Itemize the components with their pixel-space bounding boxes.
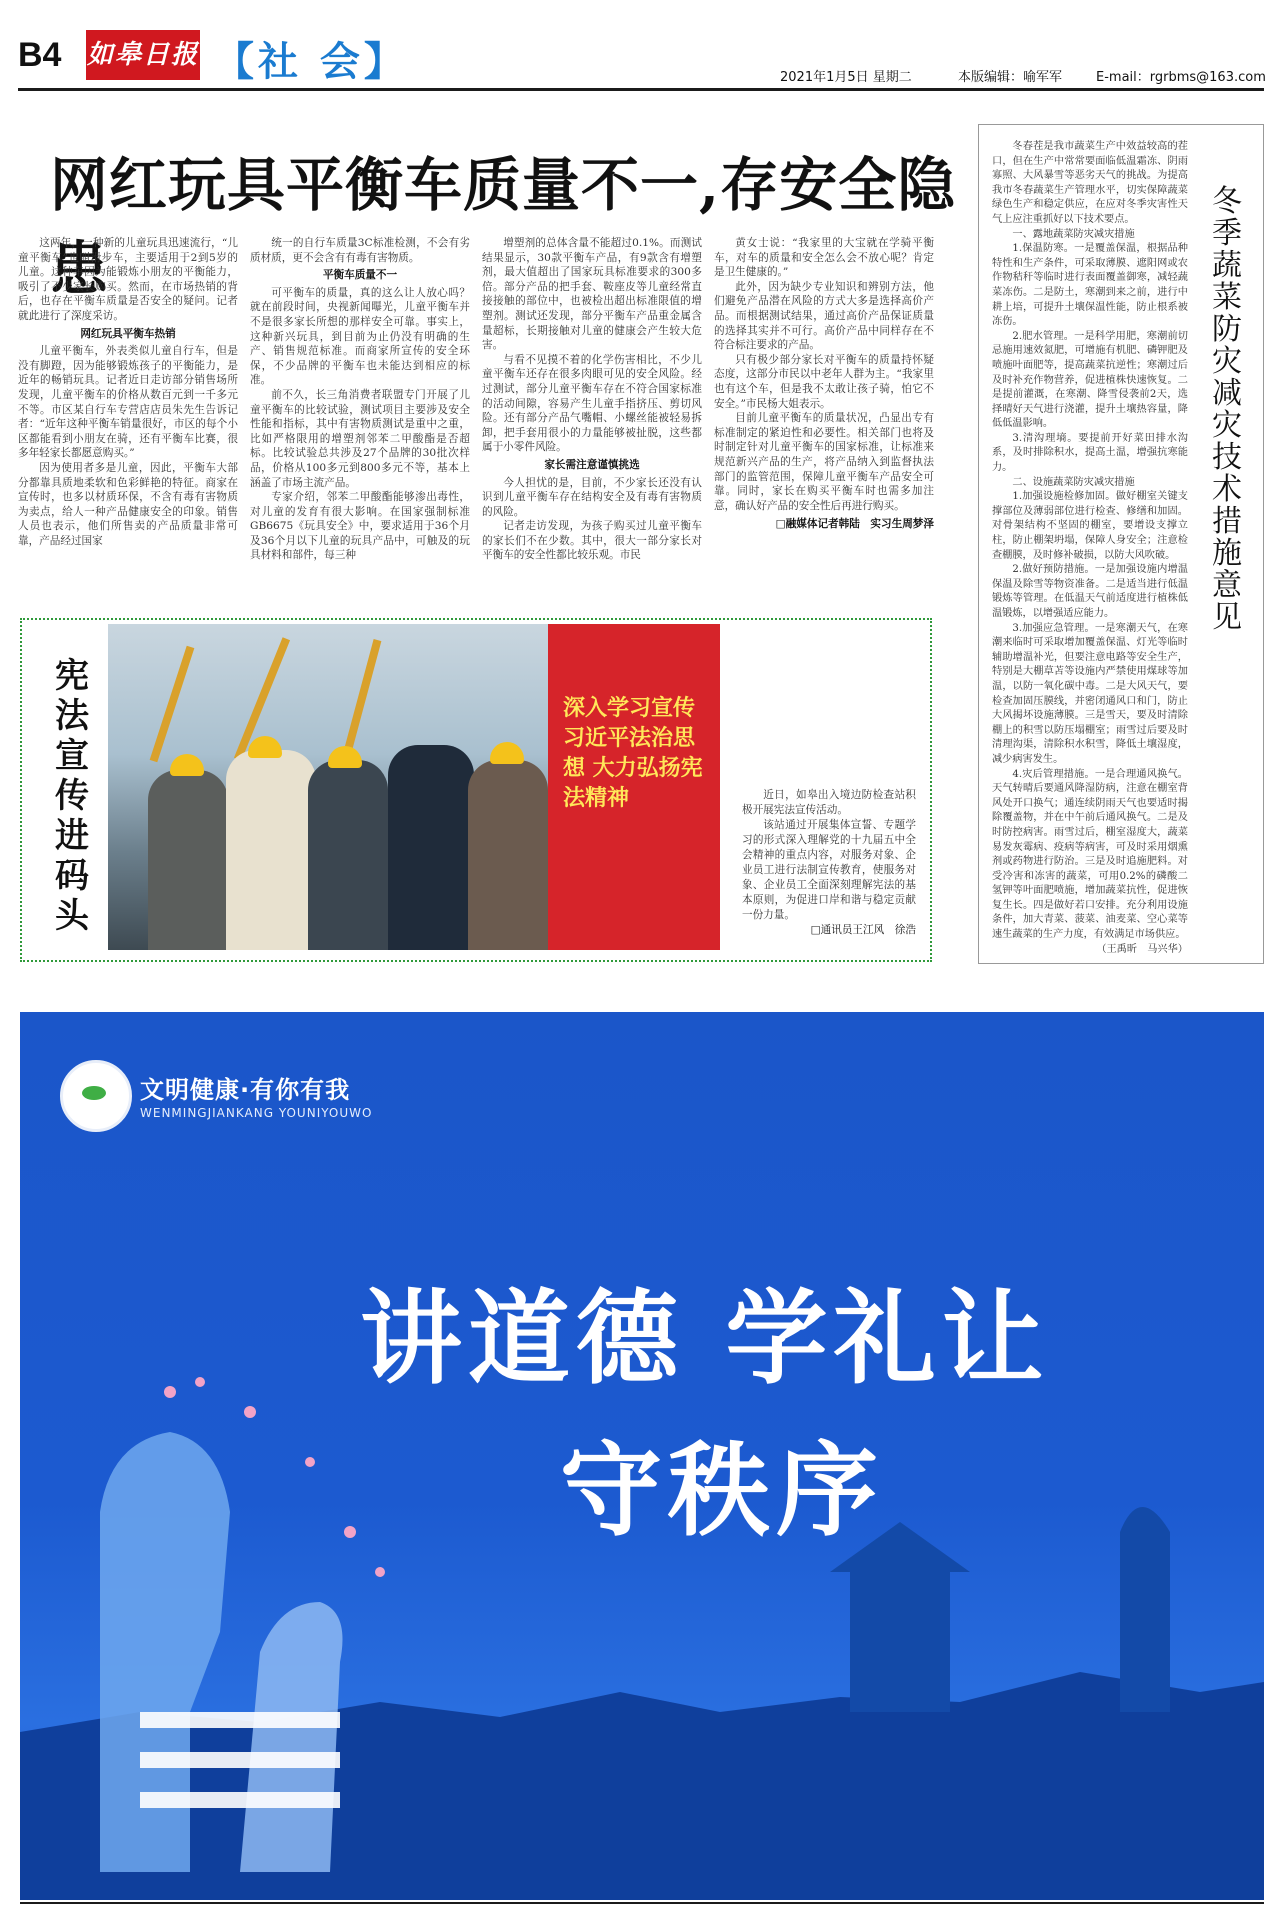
sidebar-paragraph: 1.保温防寒。一是覆盖保温，根据品种特性和生产条件，可采取薄膜、遮阳网或农作物秸秆等临时进行表面覆盖御寒，减轻蔬菜冻伤。二是防土，寒潮到来之前，进行中耕上培，可提升土壤保温性能，防止根系被冻伤。 — [992, 243, 1188, 328]
crosswalk-stripe — [140, 1752, 340, 1768]
footer-rule — [20, 1902, 1264, 1904]
article-paragraph: 目前儿童平衡车的质量状况，凸显出专有标准制定的紧迫性和必要性。相关部门也将及时制定针对儿童平衡车的国家标准，让标准来规范新兴产品的生产，将产品纳入到监督执法部门的监管范围，保障儿童平衡车产品安全可靠。同时，家长在购买平衡车时也需多加注意，确认好产品的安全性后再进行购买。 — [714, 412, 934, 512]
photo-credit: □通讯员王江风 徐浩 — [810, 924, 916, 936]
article-headline: 网红玩具平衡车质量不一,存安全隐患 — [50, 151, 957, 303]
article-paragraph: 可平衡车的质量，真的这么让人放心吗？就在前段时间，央视新闻曝光，儿童平衡车并不是很多家长所想的那样安全可靠。事实上，这种新兴玩具，到目前为止仍没有明确的生产、销售规范标准。而商家所宣传的安全环保，不少品牌的平衡车也未能达到相应的标准。 — [250, 286, 470, 387]
sidebar-paragraph: 3.清沟理墒。要提前开好菜田排水沟系，及时排除积水，提高土温，增强抗寒能力。 — [992, 432, 1188, 474]
crosswalk-stripe — [140, 1792, 340, 1808]
helmet-shape — [490, 742, 524, 764]
article-paragraph: 前不久，长三角消费者联盟专门开展了儿童平衡车的比较试验，测试项目主要涉及安全性能和指标，其中有害物质测试是重中之重，比如严格限用的增塑剂邻苯二甲酸酯是否超标。比较试验总共涉及27个品牌的30批次样品，价格从100多元到800多元不等，基本上涵盖了市场主流产品。 — [250, 388, 470, 489]
article-column-4 — [714, 236, 934, 532]
article-paragraph: 黄女士说：“我家里的大宝就在学骑平衡车，对车的质量和安全怎么会不放心呢？肯定是卫生健康的。” — [714, 237, 934, 279]
article-column-2 — [250, 236, 470, 563]
ad-slogan-line-1: 讲道德 学礼让 — [360, 1280, 1050, 1399]
article-subheading: 家长需注意谨慎挑选 — [544, 458, 640, 471]
sidebar-paragraph: 4.灾后管理措施。一是合理通风换气。天气转晴后要通风降湿防病，注意在棚室背风处开口换气；通连续阴雨天气也要适时揭除覆盖物，并在中午前后通风换气。二是及时防控病害。雨雪过后，棚室湿度大，蔬菜易发灰霉病、疫病等病害，可及时采用烟熏剂或药物进行防治。三是及时追施肥料。对受冷害和冻害的蔬菜，可用0.2%的磷酸二氢钾等叶面肥喷施，增加蔬菜抗性，促进恢复生长。四是做好若口安排。充分利用设施条件，加大青菜、菠菜、油麦菜、空心菜等速生蔬菜的生产力度，有效满足市场供应。 — [992, 768, 1188, 941]
article-paragraph: 记者走访发现，为孩子购买过儿童平衡车的家长们不在少数。其中，很大一部分家长对平衡车的安全性都比较乐观。市民 — [482, 520, 702, 562]
ad-brand-pinyin: WENMINGJIANKANG YOUNIYOUWO — [140, 1106, 373, 1120]
worker-figure — [226, 750, 316, 950]
article-byline: □融媒体记者韩陆 实习生周梦泽 — [775, 518, 934, 531]
article-paragraph: 统一的自行车质量3C标准检测，不会有劣质材质，更不会含有有毒有害物质。 — [250, 237, 470, 264]
article-paragraph: 儿童平衡车，外表类似儿童自行车，但是没有脚蹬，因为能够锻炼孩子的平衡能力，是近年的畅销玩具。记者近日走访部分销售场所发现，儿童平衡车的价格从数百元到一千多元不等。市区某自行车专营店店员朱先生告诉记者：“近年这种平衡车销量很好，市区的每个小区都能看到小朋友在骑，还有平衡车比赛，很多年轻家长都愿意购买。” — [18, 345, 238, 460]
caption-paragraph: 该站通过开展集体宣誓、专题学习的形式深入理解党的十九届五中全会精神的重点内容，对服务对象、企业员工进行法制宣传教育，使服务对象、企业员工全面深刻理解宪法的基本原则，为促进口岸和谐与稳定贡献一份力量。 — [742, 819, 916, 921]
article-paragraph: 只有极少部分家长对平衡车的质量持怀疑态度，这部分市民以中老年人群为主。“我家里也有这个车，但是我不太敢让孩子骑，怕它不安全。”市民杨大姐表示。 — [714, 353, 934, 410]
ad-brand-title: 文明健康·有你有我 — [140, 1076, 351, 1104]
page-number: B4 — [18, 36, 62, 74]
article-paragraph: 专家介绍，邻苯二甲酸酯能够渗出毒性，对儿童的发育有很大影响。在国家强制标准GB6675《玩具安全》中，要求适用于36个月及36个月以下儿童的玩具产品中，可触及的玩具材料和部件，每三种 — [250, 491, 470, 562]
crosswalk-stripe — [140, 1712, 340, 1728]
sidebar-paragraph: 冬春茬是我市蔬菜生产中效益较高的茬口，但在生产中常常要面临低温霜冻、阴雨寡照、大风暴雪等恶劣天气的挑战。为提高我市冬春蔬菜生产管理水平，切实保障蔬菜绿色生产和稳定供应，在应对冬季灾害性天气上应注重抓好以下技术要点。 — [992, 141, 1188, 225]
sidebar-paragraph: 1.加强设施检修加固。做好棚室关键支撑部位及薄弱部位进行检查、修缮和加固。对骨架结构不坚固的棚室，要增设支撑立柱，防止棚架坍塌，保障人身安全；注意检查棚膜，及时修补破损，以防大风吹破。 — [992, 491, 1188, 561]
city-silhouette — [20, 1672, 1264, 1900]
helmet-shape — [248, 736, 282, 758]
figure-child-silhouette — [240, 1602, 343, 1872]
sidebar-title: 冬季蔬菜防灾减灾技术措施意见 — [1212, 184, 1242, 635]
statue-silhouette — [1120, 1507, 1170, 1712]
blossom — [344, 1526, 356, 1538]
sidebar-paragraph: 二、设施蔬菜防灾减灾措施 — [1012, 476, 1135, 488]
article-column-1 — [18, 236, 238, 548]
sidebar-paragraph: 2.肥水管理。一是科学用肥，寒潮前切忌施用速效氮肥，可增施有机肥、磷钾肥及喷施叶面肥等，提高蔬菜抗逆性；寒潮过后及时补充作物营养，促进植株快速恢复。二是提前灌溉，在寒潮、降雪侵袭前2天，选择晴好天气进行浇灌，提升土壤热容量，降低低温影响。 — [992, 330, 1188, 430]
caption-paragraph: 近日，如皋出入境边防检查站积极开展宪法宣传活动。 — [742, 789, 916, 816]
blossom — [195, 1377, 205, 1387]
blossom — [164, 1386, 176, 1398]
page-editor: 本版编辑：喻军军 — [958, 70, 1063, 85]
section-label: 【社 会】 — [214, 39, 408, 85]
worker-figure — [468, 760, 548, 950]
news-photo — [108, 624, 720, 950]
sidebar-paragraph: 一、露地蔬菜防灾减灾措施 — [1012, 228, 1135, 240]
photo-news-title: 宪法宣传进码头 — [55, 656, 89, 936]
banner-text: 深入学习宣传习近平法治思想 大力弘扬宪法精神 — [563, 696, 703, 811]
helmet-shape — [170, 754, 204, 776]
crane-shape — [150, 646, 195, 763]
article-paragraph: 与看不见摸不着的化学伤害相比，不少儿童平衡车还存在很多肉眼可见的安全风险。经过测试，部分儿童平衡车存在不符合国家标准的活动间隙，容易产生儿童手指挤压、剪切风险。还有部分产品气嘴帽、小螺丝能被轻易拆卸，把手套用很小的力量能够被扯脱，这些都属于小零件风险。 — [482, 353, 702, 454]
article-subheading: 网红玩具平衡车热销 — [80, 327, 176, 340]
officer-figure — [388, 745, 474, 950]
photo-caption — [742, 788, 916, 923]
worker-figure — [148, 770, 228, 950]
blossom — [244, 1406, 256, 1418]
article-column-3 — [482, 236, 702, 563]
newspaper-logo: 如皋日报 — [86, 30, 200, 80]
sidebar-byline: （王禹昕 马兴华） — [1096, 943, 1188, 955]
blossom — [305, 1457, 315, 1467]
contact-email: E-mail：rgrbms@163.com — [1096, 70, 1266, 85]
issue-date: 2021年1月5日 星期二 — [780, 70, 912, 85]
article-subheading: 平衡车质量不一 — [322, 269, 398, 282]
article-paragraph: 今人担忧的是，目前，不少家长还没有认识到儿童平衡车存在结构安全及有毒有害物质的风险。 — [482, 476, 702, 518]
article-paragraph: 此外，因为缺少专业知识和辨别方法，他们避免产品潜在风险的方式大多是选择高价产品。而根据测试结果，通过高价产品保证质量的选择其实并不可行。高价产品中同样存在不符合标注要求的产品。 — [714, 280, 934, 352]
sidebar-paragraph: 3.加强应急管理。一是寒潮天气，在寒潮来临时可采取增加覆盖保温、灯光等临时辅助增温补光，但要注意电路等安全生产，特别是大棚草苫等设施内严禁使用煤球等加温，以防一氧化碳中毒。二是大风天气，要检查加固压膜线，并密闭通风口和门，防止大风揭坏设施薄膜。三是雪天，要及时清除棚上的积雪以防压塌棚室；雨雪过后要及时清理沟渠，清除积水积雪，降低土壤湿度，减少病害发生。 — [992, 622, 1188, 765]
ad-slogan-line-2: 守秩序 — [560, 1432, 884, 1551]
blossom — [375, 1567, 385, 1577]
worker-figure — [308, 760, 388, 950]
sidebar-paragraph: 2.做好预防措施。一是加强设施内增温保温及除雪等物资准备。二是适当进行低温锻炼等管理。在低温天气前适度进行植株低温锻炼，以增强适应能力。 — [992, 564, 1188, 619]
crane-shape — [343, 639, 382, 757]
sidebar-body — [992, 140, 1188, 957]
article-paragraph: 因为使用者多是儿童，因此，平衡车大部分都靠具质地柔软和色彩鲜艳的特征。商家在宣传时，也多以材质环保，不含有毒有害物质为卖点，给人一种产品健康安全的印象。销售人员也表示，他们所售卖的产品质量非常可靠，产品经过国家 — [18, 461, 238, 547]
article-paragraph: 增塑剂的总体含量不能超过0.1%。而测试结果显示，30款平衡车产品，有9款含有增塑剂，最大值超出了国家玩具标准要求的300多倍。部分产品的把手套、鞍座皮等儿童经常直接接触的部位中，也被检出超出标准限值的增塑剂。测试还发现，部分平衡车产品重金属含量超标，长期接触对儿童的健康会产生较大危害。 — [482, 237, 702, 352]
header-rule — [18, 88, 1264, 91]
ad-logo-mark — [82, 1086, 106, 1100]
helmet-shape — [328, 746, 362, 768]
article-paragraph: 这两年，一种新的儿童玩具迅速流行，“儿童平衡车”也叫滑步车，主要适用于2到5岁的儿童。这种车因为能锻炼小朋友的平衡能力，吸引了不少家长购买。然而，在市场热销的背后，也存在平衡车质量是否安全的疑问。记者就此进行了深度采访。 — [18, 237, 238, 322]
